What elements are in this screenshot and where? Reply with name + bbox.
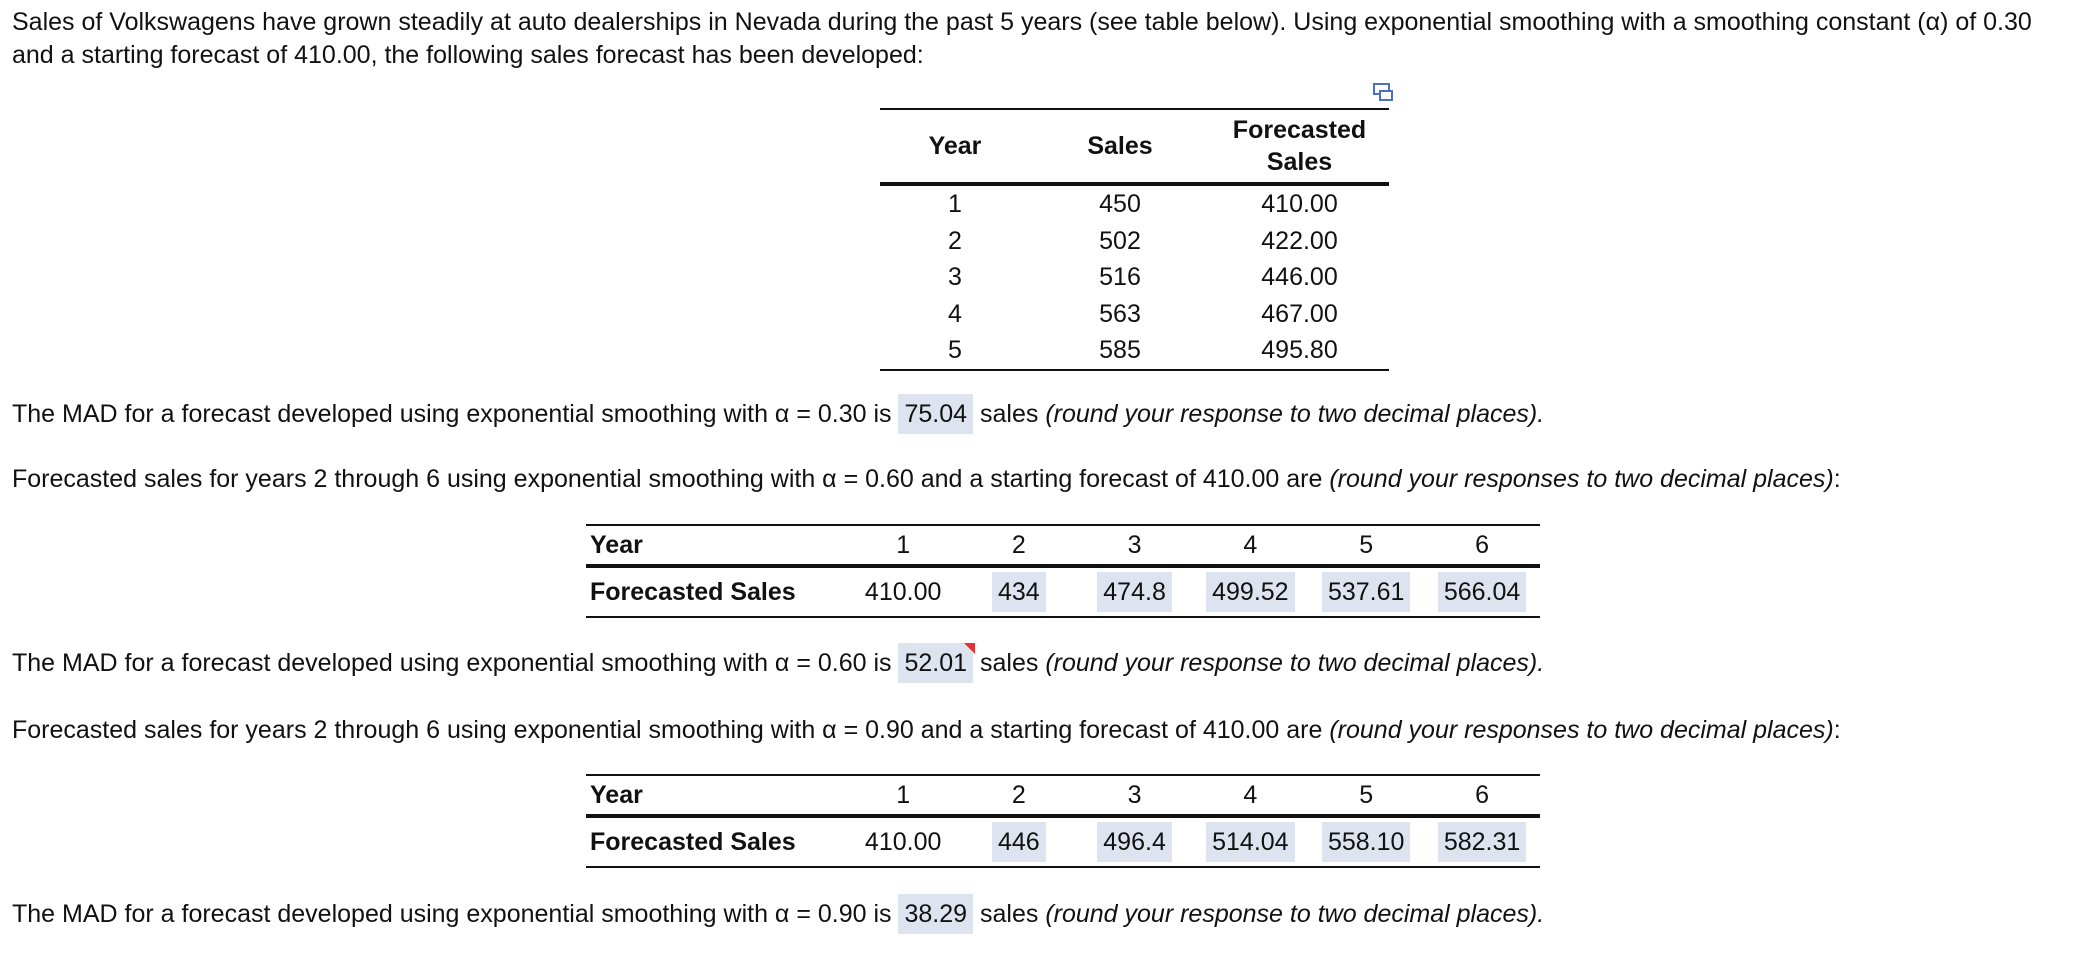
forecast-input-year-2[interactable]: 434	[992, 572, 1046, 612]
popout-window-icon[interactable]	[1372, 82, 1394, 102]
table-row	[880, 184, 1389, 223]
year-row	[586, 525, 1540, 566]
forecast-input-year-5[interactable]: 558.10	[1322, 822, 1410, 862]
cell-sales: 516	[1099, 263, 1141, 292]
mad-060-answer-value: 52.01	[904, 649, 968, 677]
mad-030-units: sales	[973, 400, 1046, 428]
year-row	[586, 775, 1540, 816]
sales-data-table	[880, 108, 1389, 371]
forecast-input-year-5[interactable]: 537.61	[1322, 572, 1410, 612]
table-row	[880, 332, 1389, 370]
cell-forecast: 410.00	[1261, 190, 1338, 219]
year-3: 3	[1077, 525, 1193, 566]
mad-060-hint: (round your response to two decimal places).	[1045, 649, 1545, 677]
forecast-cell-6	[1424, 816, 1540, 867]
table-row	[880, 296, 1389, 333]
cell-sales: 585	[1030, 332, 1210, 370]
forecast-cell-6	[1424, 566, 1540, 617]
cell-sales: 450	[1099, 190, 1141, 219]
problem-intro: Sales of Volkswagens have grown steadily at auto dealerships in Nevada during the past 5 years (see table below). Using exponential smoothing with a smoothing constant (α) of 0.30 and a starting forecast of 410.00, the following sales forecast has been developed:	[12, 8, 2032, 69]
header-year: Year	[880, 109, 1030, 184]
forecast-question-060	[12, 459, 1841, 499]
q-090-text: Forecasted sales for years 2 through 6 using exponential smoothing with α = 0.90 and a starting forecast of 410.00 are	[12, 716, 1330, 744]
q-060-hint: (round your responses to two decimal places)	[1329, 465, 1834, 493]
forecast-input-year-3[interactable]: 474.8	[1097, 572, 1172, 612]
forecast-year-1: 410.00	[845, 566, 961, 617]
header-forecasted-line1: Forecasted	[1232, 116, 1367, 144]
forecast-cell-4	[1192, 816, 1308, 867]
year-1: 1	[845, 775, 961, 816]
header-sales: Sales	[1030, 109, 1210, 184]
forecast-input-year-4[interactable]: 499.52	[1206, 572, 1294, 612]
forecast-cell-2	[961, 816, 1077, 867]
cell-sales: 563	[1099, 299, 1141, 328]
year-5: 5	[1308, 525, 1424, 566]
mad-030-hint: (round your response to two decimal places).	[1045, 400, 1545, 428]
mad-060-text: The MAD for a forecast developed using exponential smoothing with α = 0.60 is	[12, 649, 899, 677]
forecast-table-060	[586, 524, 1540, 618]
forecast-cell-5	[1308, 816, 1424, 867]
forecast-cell-3	[1077, 566, 1193, 617]
mad-060-units: sales	[973, 649, 1046, 677]
forecast-input-year-3[interactable]: 496.4	[1097, 822, 1172, 862]
year-2: 2	[961, 525, 1077, 566]
cell-year: 2	[948, 226, 962, 255]
year-2: 2	[961, 775, 1077, 816]
year-label: Year	[586, 775, 845, 816]
mad-030-text: The MAD for a forecast developed using exponential smoothing with α = 0.30 is	[12, 400, 899, 428]
mad-090-text: The MAD for a forecast developed using exponential smoothing with α = 0.90 is	[12, 900, 899, 928]
incorrect-flag-icon	[964, 643, 975, 654]
forecast-cell-4	[1192, 566, 1308, 617]
forecast-label: Forecasted Sales	[586, 816, 845, 867]
cell-sales: 502	[1099, 226, 1141, 255]
forecast-row	[586, 816, 1540, 867]
mad-question-090	[12, 894, 1544, 934]
cell-year: 4	[948, 299, 962, 328]
forecast-input-year-2[interactable]: 446	[992, 822, 1046, 862]
forecast-table-090	[586, 774, 1540, 868]
header-forecasted-line2: Sales	[1266, 148, 1333, 176]
cell-year: 3	[948, 263, 962, 292]
forecast-cell-3	[1077, 816, 1193, 867]
q-090-colon: :	[1833, 716, 1841, 744]
year-6: 6	[1424, 775, 1540, 816]
cell-year: 1	[948, 190, 962, 219]
header-forecasted-sales	[1210, 109, 1389, 184]
forecast-cell-5	[1308, 566, 1424, 617]
cell-forecast: 467.00	[1261, 299, 1338, 328]
cell-forecast: 495.80	[1210, 332, 1389, 370]
q-060-colon: :	[1833, 465, 1841, 493]
table-header-row	[880, 109, 1389, 184]
mad-question-060	[12, 643, 1544, 683]
mad-060-answer[interactable]	[898, 643, 973, 683]
year-label: Year	[586, 525, 845, 566]
forecast-cell-2	[961, 566, 1077, 617]
forecast-input-year-4[interactable]: 514.04	[1206, 822, 1294, 862]
year-4: 4	[1192, 525, 1308, 566]
table-row	[880, 223, 1389, 260]
forecast-label: Forecasted Sales	[586, 566, 845, 617]
forecast-year-1: 410.00	[845, 816, 961, 867]
forecast-row	[586, 566, 1540, 617]
year-4: 4	[1192, 775, 1308, 816]
cell-forecast: 422.00	[1261, 226, 1338, 255]
year-3: 3	[1077, 775, 1193, 816]
year-5: 5	[1308, 775, 1424, 816]
forecast-question-090	[12, 710, 1841, 750]
mad-question-030	[12, 394, 1544, 434]
table-row	[880, 259, 1389, 296]
year-1: 1	[845, 525, 961, 566]
mad-030-answer[interactable]: 75.04	[898, 394, 973, 434]
mad-090-hint: (round your response to two decimal places).	[1045, 900, 1545, 928]
q-060-text: Forecasted sales for years 2 through 6 using exponential smoothing with α = 0.60 and a starting forecast of 410.00 are	[12, 465, 1330, 493]
mad-090-units: sales	[973, 900, 1046, 928]
forecast-input-year-6[interactable]: 566.04	[1438, 572, 1526, 612]
year-6: 6	[1424, 525, 1540, 566]
forecast-input-year-6[interactable]: 582.31	[1438, 822, 1526, 862]
cell-forecast: 446.00	[1261, 263, 1338, 292]
cell-year: 5	[880, 332, 1030, 370]
q-090-hint: (round your responses to two decimal places)	[1329, 716, 1834, 744]
mad-090-answer[interactable]: 38.29	[898, 894, 973, 934]
